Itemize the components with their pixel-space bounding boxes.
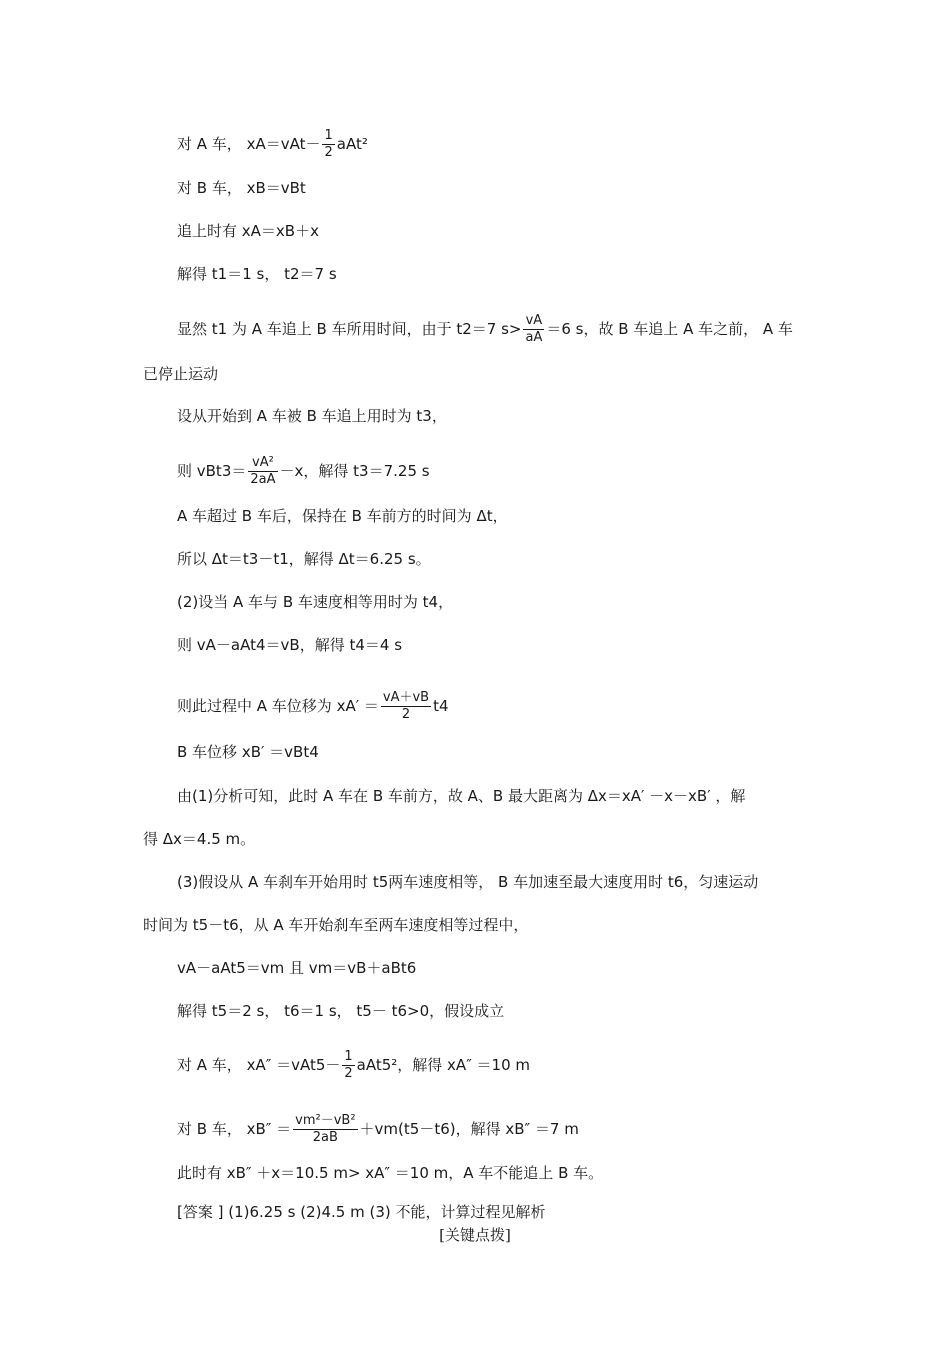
delta-t-result: 所以 Δt＝t3－t1，解得 Δt＝6.25 s。 bbox=[177, 550, 431, 568]
xa-prime-equation bbox=[177, 690, 449, 723]
part3-continued: 时间为 t5－t6，从 A 车开始刹车至两车速度相等过程中， bbox=[143, 916, 529, 934]
explanation-continued: 已停止运动 bbox=[143, 365, 219, 383]
text: 对 A 车， xA″ ＝vAt5－ bbox=[177, 1056, 341, 1074]
denominator: 2aB bbox=[312, 1130, 338, 1145]
numerator: 1 bbox=[344, 1049, 353, 1064]
denominator: aA bbox=[525, 330, 543, 345]
text: aAt² bbox=[336, 135, 368, 153]
t3-definition: 设从开始到 A 车被 B 车追上用时为 t3， bbox=[177, 407, 447, 425]
part3-assumption: (3)假设从 A 车刹车开始用时 t5两车速度相等， B 车加速至最大速度用时 t6，匀速运动 bbox=[177, 873, 759, 891]
answer-line: [答案 ] (1)6.25 s (2)4.5 m (3) 不能，计算过程见解析 bbox=[177, 1203, 546, 1221]
explanation-line bbox=[177, 313, 793, 346]
fraction bbox=[248, 455, 277, 488]
text: ＝6 s，故 B 车追上 A 车之前， A 车 bbox=[546, 320, 793, 338]
fraction bbox=[381, 690, 431, 723]
eq-xb-line: 对 B 车， xB＝vBt bbox=[177, 179, 306, 197]
denominator: 2 bbox=[324, 145, 333, 160]
xb-double-prime bbox=[177, 1113, 579, 1146]
text: 对 A 车， xA＝vAt－ bbox=[177, 135, 321, 153]
eq-xa-line bbox=[177, 128, 368, 161]
numerator: vm²－vB² bbox=[295, 1113, 356, 1128]
text: aAt5²，解得 xA″ ＝10 m bbox=[356, 1056, 531, 1074]
text: 则 vBt3＝ bbox=[177, 462, 247, 480]
xa-double-prime bbox=[177, 1049, 530, 1082]
fraction bbox=[523, 313, 544, 346]
text: ＋vm(t5－t6)，解得 xB″ ＝7 m bbox=[359, 1120, 579, 1138]
numerator: 1 bbox=[324, 128, 333, 143]
text: 显然 t1 为 A 车追上 B 车所用时间，由于 t2＝7 s> bbox=[177, 320, 522, 338]
fraction bbox=[293, 1113, 357, 1146]
numerator: vA² bbox=[248, 455, 277, 472]
fraction bbox=[342, 1049, 354, 1082]
max-distance-result: 得 Δx＝4.5 m。 bbox=[143, 830, 256, 848]
t3-equation bbox=[177, 455, 430, 488]
t5-t6-result: 解得 t5＝2 s， t6＝1 s， t5－ t6>0，假设成立 bbox=[177, 1002, 505, 1020]
max-distance-line: 由(1)分析可知，此时 A 车在 B 车前方，故 A、B 最大距离为 Δx＝xA′ －x－xB′ ，解 bbox=[177, 787, 746, 805]
numerator: vA bbox=[523, 313, 544, 330]
conclusion-line: 此时有 xB″ ＋x＝10.5 m> xA″ ＝10 m，A 车不能追上 B 车。 bbox=[177, 1164, 604, 1182]
part2-t4-definition: (2)设当 A 车与 B 车速度相等用时为 t4， bbox=[177, 593, 454, 611]
numerator: vA＋vB bbox=[382, 690, 430, 705]
denominator: 2 bbox=[344, 1066, 353, 1081]
text: t4 bbox=[433, 697, 449, 715]
delta-t-definition: A 车超过 B 车后，保持在 B 车前方的时间为 Δt， bbox=[177, 507, 508, 525]
xb-prime-equation: B 车位移 xB′ ＝vBt4 bbox=[177, 743, 319, 761]
t4-equation: 则 vA－aAt4＝vB，解得 t4＝4 s bbox=[177, 636, 403, 654]
text: 对 B 车， xB″ ＝ bbox=[177, 1120, 292, 1138]
text: 则此过程中 A 车位移为 xA′ ＝ bbox=[177, 697, 379, 715]
denominator: 2aA bbox=[250, 472, 276, 487]
velocity-equation: vA－aAt5＝vm 且 vm＝vB＋aBt6 bbox=[177, 959, 417, 977]
section-heading: [关键点拨] bbox=[439, 1226, 511, 1244]
denominator: 2 bbox=[401, 707, 411, 722]
solution-t1-t2: 解得 t1＝1 s， t2＝7 s bbox=[177, 265, 337, 283]
fraction bbox=[322, 128, 334, 161]
text: －x，解得 t3＝7.25 s bbox=[279, 462, 430, 480]
catch-up-condition: 追上时有 xA＝xB＋x bbox=[177, 222, 319, 240]
